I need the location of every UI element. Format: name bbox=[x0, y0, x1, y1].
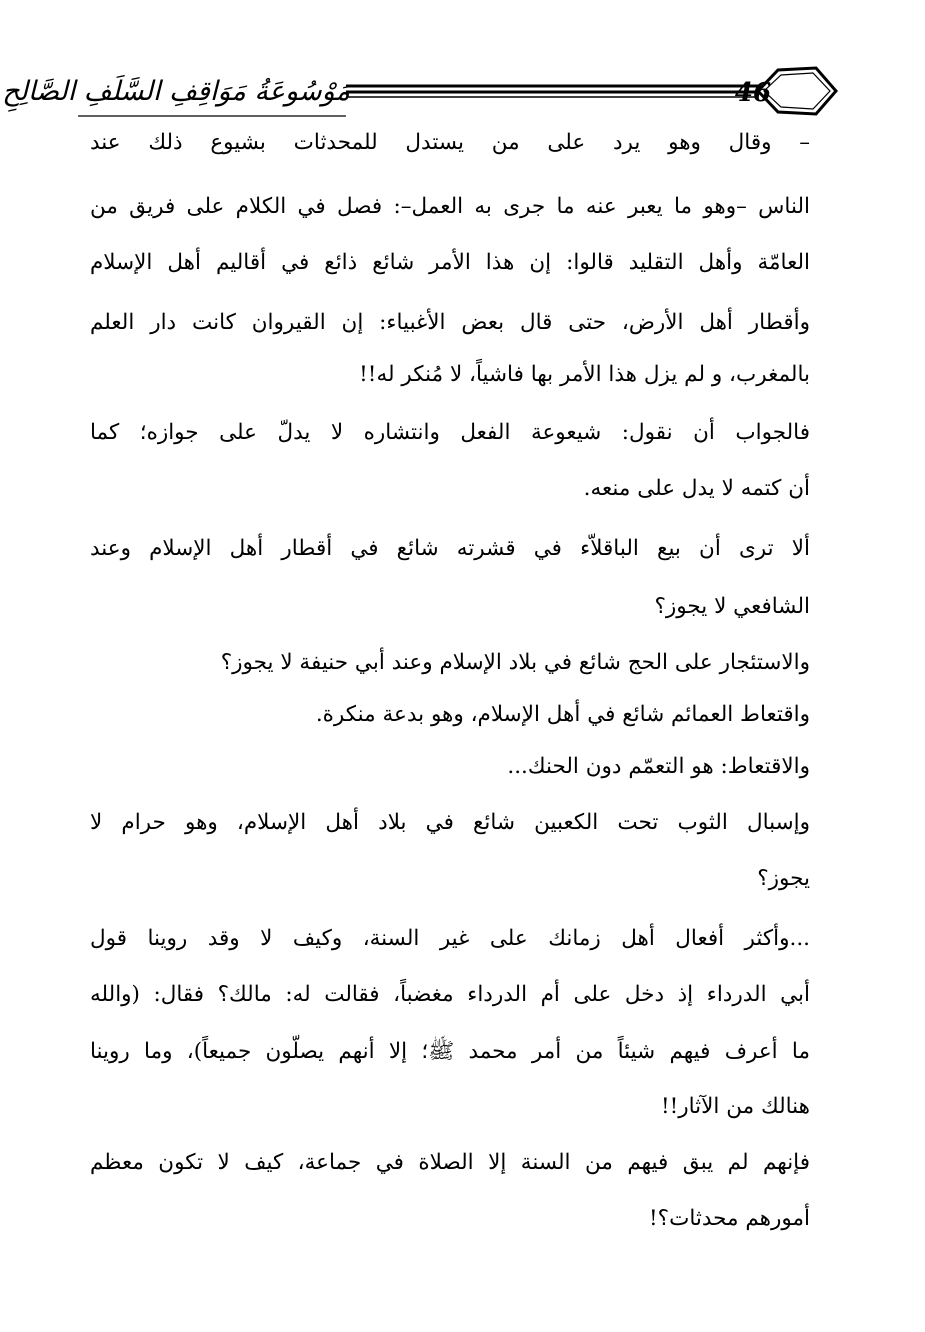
text-line: أن كتمه لا يدل على منعه. bbox=[583, 476, 810, 501]
text-line: ألا ترى أن بيع الباقلاّء في قشرته شائع في أقطار أهل الإسلام وعند bbox=[90, 536, 810, 561]
text-line: العامّة وأهل التقليد قالوا: إن هذا الأمر شائع ذائع في أقاليم أهل الإسلام bbox=[90, 250, 810, 275]
text-line: يجوز؟ bbox=[757, 866, 810, 891]
text-line: بالمغرب، و لم يزل هذا الأمر بها فاشياً، لا مُنكر له!! bbox=[359, 362, 810, 387]
text-line: وأقطار أهل الأرض، حتى قال بعض الأغبياء: إن القيروان كانت دار العلم bbox=[90, 310, 810, 335]
text-line: فإنهم لم يبق فيهم من السنة إلا الصلاة في جماعة، كيف لا تكون معظم bbox=[90, 1150, 811, 1175]
text-line: الشافعي لا يجوز؟ bbox=[654, 594, 810, 619]
text-line: الناس –وهو ما يعبر عنه ما جرى به العمل–: فصل في الكلام على فريق من bbox=[90, 194, 810, 219]
page-number: 46 bbox=[734, 78, 772, 108]
text-line: فالجواب أن نقول: شيعوعة الفعل وانتشاره لا يدلّ على جوازه؛ كما bbox=[90, 420, 810, 445]
book-title: مَوْسُوعَةُ مَوَاقِفِ السَّلَفِ الصَّالِحِ bbox=[2, 76, 350, 107]
text-line: وإسبال الثوب تحت الكعبين شائع في بلاد أهل الإسلام، وهو حرام لا bbox=[90, 810, 810, 835]
text-line: والاقتعاط: هو التعمّم دون الحنك... bbox=[507, 754, 810, 779]
text-line: أمورهم محدثات؟! bbox=[649, 1206, 810, 1231]
text-line: – وقال وهو يرد على من يستدل للمحدثات بشيوع ذلك عند bbox=[90, 130, 810, 155]
text-line: واقتعاط العمائم شائع في أهل الإسلام، وهو بدعة منكرة. bbox=[315, 702, 810, 727]
text-line: والاستئجار على الحج شائع في بلاد الإسلام وعند أبي حنيفة لا يجوز؟ bbox=[220, 650, 810, 675]
text-line: ...وأكثر أفعال أهل زمانك على غير السنة، وكيف لا وقد روينا قول bbox=[90, 926, 810, 951]
page-header bbox=[2, 56, 838, 126]
text-line: هنالك من الآثار!! bbox=[660, 1094, 810, 1119]
text-line: ما أعرف فيهم شيئاً من أمر محمد ﷺ؛ إلا أنهم يصلّون جميعاً)، وما روينا bbox=[90, 1039, 810, 1064]
text-line: أبي الدرداء إذ دخل على أم الدرداء مغضباً، فقالت له: مالك؟ فقال: (والله bbox=[90, 982, 810, 1007]
